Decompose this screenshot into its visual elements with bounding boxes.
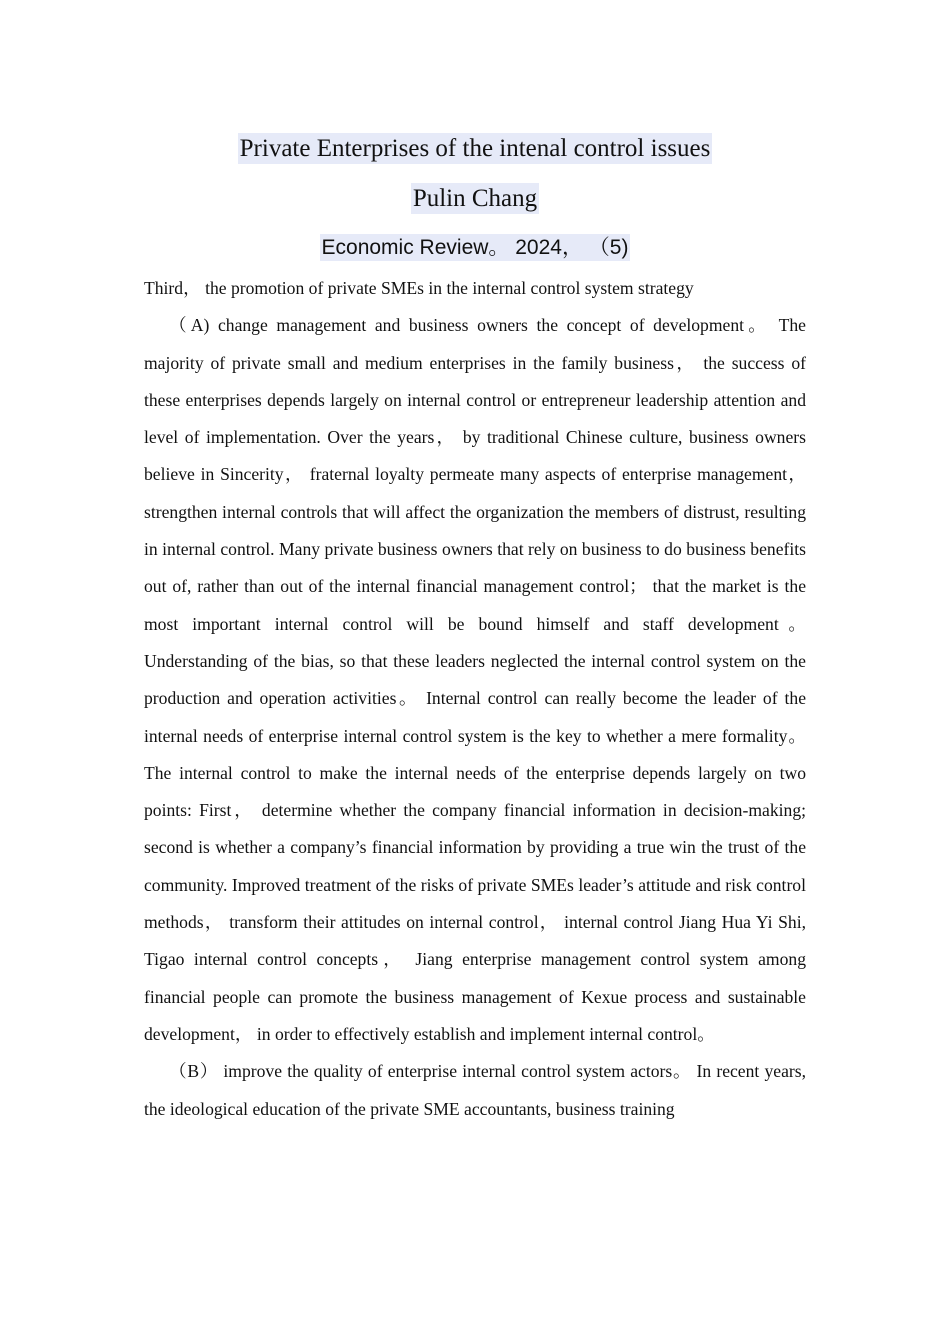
document-body xyxy=(144,270,806,1128)
document-title-block xyxy=(0,133,950,165)
author-block xyxy=(0,183,950,215)
journal-citation: Economic Review。 2024， （5) xyxy=(321,236,629,259)
journal-citation-block xyxy=(0,233,950,263)
paragraph-a: （A) change management and business owners the concept of development。 The majority of private small and medium enterprises in the family business， the success of these enterprises depends largely on internal control or entrepreneur leadership attention and level of implementation. Over the years， by traditional Chinese culture, business owners believe in Sincerity， fraternal loyalty permeate many aspects of enterprise management， strengthen internal controls that will affect the organization the members of distrust, resulting in internal control. Many private business owners that rely on business to do business benefits out of, rather than out of the internal financial management control； that the market is the most important internal control will be bound himself and staff development。 Understanding of the bias, so that these leaders neglected the internal control system on the production and operation activities。 Internal control can really become the leader of the internal needs of enterprise internal control system is the key to whether a mere formality。 The internal control to make the internal needs of the enterprise depends largely on two points: First， determine whether the company financial information in decision-making; second is whether a company’s financial information by providing a true win the trust of the community. Improved treatment of the risks of private SMEs leader’s attitude and risk control methods， transform their attitudes on internal control， internal control Jiang Hua Yi Shi, Tigao internal control concepts， Jiang enterprise management control system among financial people can promote the business management of Kexue process and sustainable development， in order to effectively establish and implement internal control。 xyxy=(144,315,806,1044)
section-heading: Third， the promotion of private SMEs in the internal control system strategy xyxy=(144,278,694,298)
author-name: Pulin Chang xyxy=(412,185,538,212)
document-title: Private Enterprises of the intenal control issues xyxy=(239,135,711,162)
paragraph-b: （B） improve the quality of enterprise internal control system actors。 In recent years, the ideological education of the private SME accountants, business training xyxy=(144,1061,806,1119)
